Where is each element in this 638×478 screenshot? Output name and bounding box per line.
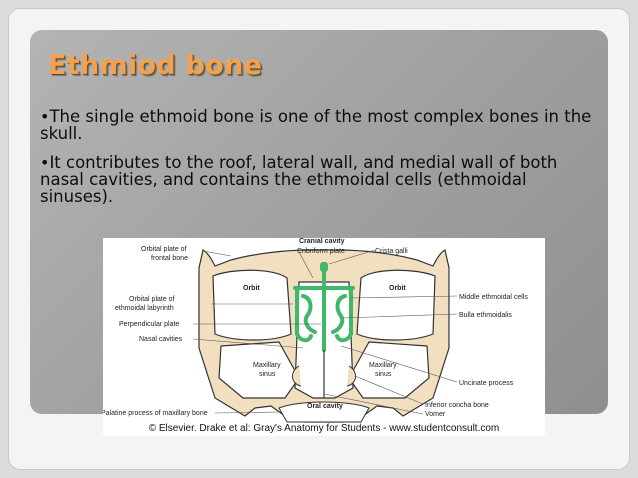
bullet-text: The single ethmoid bone is one of the most complex bones in the skull. xyxy=(40,107,592,143)
label-bulla-ethmoidalis: Bulla ethmoidalis xyxy=(459,312,512,319)
label-cribriform-plate: Cribriform plate xyxy=(297,248,345,255)
bullet-dot-icon: • xyxy=(40,107,50,126)
label-maxillary-sinus-right-1: Maxillary xyxy=(369,362,397,369)
label-oral-cavity: Oral cavity xyxy=(307,403,343,410)
label-maxillary-sinus-left-1: Maxillary xyxy=(253,362,281,369)
label-orbital-plate-ethmoid-1: Orbital plate of xyxy=(129,296,175,303)
label-maxillary-sinus-left-2: sinus xyxy=(259,371,276,378)
label-orbital-plate-ethmoid-2: ethmoidal labyrinth xyxy=(115,305,174,312)
bullet-list xyxy=(40,108,600,217)
bullet-text: It contributes to the roof, lateral wall, and medial wall of both nasal cavities, and contains the ethmoidal cells (ethmoidal sinuses). xyxy=(40,153,558,206)
anatomy-illustration xyxy=(103,238,545,436)
crista-galli-shape xyxy=(320,262,328,272)
label-middle-ethmoidal-cells: Middle ethmoidal cells xyxy=(459,294,528,301)
label-orbital-plate-frontal-2: frontal bone xyxy=(151,255,188,262)
label-orbit-left: Orbit xyxy=(243,285,260,292)
ethmoid-bone-diagram xyxy=(103,238,545,436)
label-crista-galli: Crista galli xyxy=(375,248,408,255)
bullet-item xyxy=(40,108,600,142)
slide-title: Ethmiod bone xyxy=(48,50,263,81)
orbit-left-shape xyxy=(213,270,291,340)
label-nasal-cavities: Nasal cavities xyxy=(139,336,183,343)
label-uncinate-process: Uncinate process xyxy=(459,380,514,387)
orbit-right-shape xyxy=(357,270,435,340)
label-cranial-cavity: Cranial cavity xyxy=(299,238,345,245)
label-orbital-plate-frontal-1: Orbital plate of xyxy=(141,246,187,253)
label-palatine-process: Palatine process of maxillary bone xyxy=(103,410,208,417)
label-maxillary-sinus-right-2: sinus xyxy=(375,371,392,378)
label-vomer: Vomer xyxy=(425,411,446,418)
bullet-item xyxy=(40,154,600,205)
figure-caption: © Elsevier. Drake et al: Gray's Anatomy for Students - www.studentconsult.com xyxy=(148,423,500,434)
bullet-dot-icon: • xyxy=(40,153,50,172)
label-perpendicular-plate: Perpendicular plate xyxy=(119,321,180,328)
label-orbit-right: Orbit xyxy=(389,285,406,292)
label-inferior-concha: Inferior concha bone xyxy=(425,402,489,409)
